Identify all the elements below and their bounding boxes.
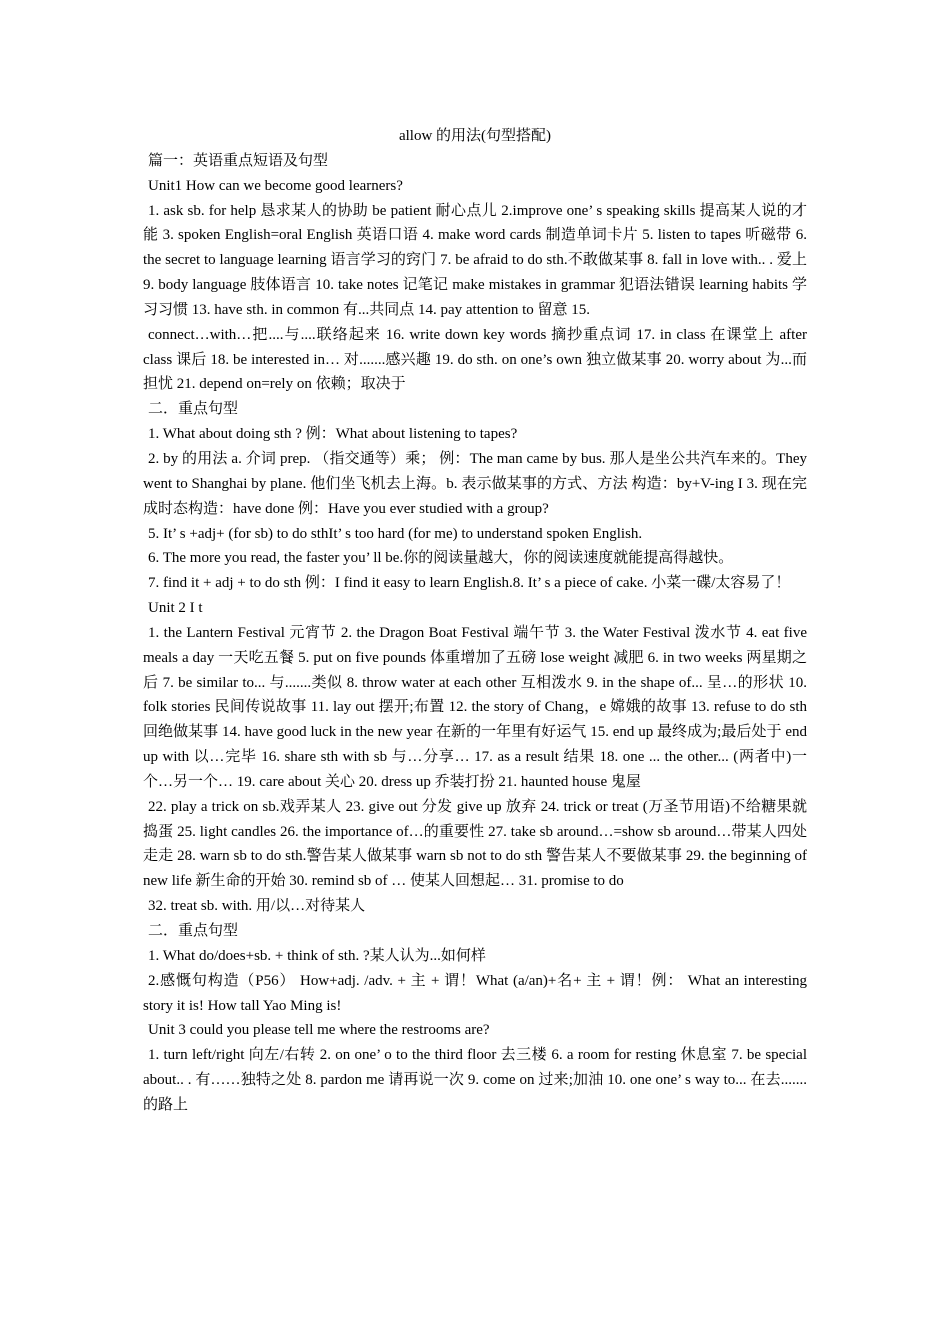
section-heading: 篇一：英语重点短语及句型 (148, 152, 329, 169)
paragraph: 7. find it + adj + to do sth 例：I find it easy to learn English.8. It’ s a piece of cake. 小菜一碟/太容易了！ (148, 575, 791, 592)
unit-heading: Unit 2 I t (148, 600, 203, 617)
paragraph: 22. play a trick on sb.戏弄某人 23. give out 分发 give up 放弃 24. trick or treat (万圣节用语)不给糖果就捣蛋 25. light candles 26. the importance of…的重要性 27. take sb around…=show sb around…带某人四处走走 28. warn sb to do sth.警告某人做某事 warn sb not to do sth 警告某人不要做某事 29. the beginning of new life 新生命的开始 30. remind sb of … 使某人回想起… 31. promise to do (143, 798, 807, 890)
document-title: allow 的用法(句型搭配) (398, 128, 552, 144)
unit-heading: Unit 3 could you please tell me where the restrooms are? (148, 1022, 490, 1039)
section-heading: 二．重点句型 (148, 923, 239, 939)
paragraph: connect…with…把....与....联络起来 16. write down key words 摘抄重点词 17. in class 在课堂上 after class 课后 18. be interested in… 对.......感兴趣 19. do sth. on one’s own 独立做某事 20. worry about 为...而担忧 21. depend on=rely on 依赖；取决于 (143, 326, 807, 393)
paragraph: 2.感慨句构造（P56） How+adj. /adv. + 主 + 谓！What (a/an)+名+ 主 + 谓！例： What an interesting story it is! How tall Yao Ming is! (143, 972, 807, 1014)
paragraph: 2. by 的用法 a. 介词 prep. （指交通等）乘； 例：The man came by bus. 那人是坐公共汽车来的。They went to Shanghai by plane. 他们坐飞机去上海。b. 表示做某事的方式、方法 构造：by+V-ing I 3. 现在完成时态构造：have done 例：Have you ever studied with a group? (143, 450, 807, 517)
paragraph: 1. ask sb. for help 恳求某人的协助 be patient 耐心点儿 2.improve one’ s speaking skills 提高某人说的才能 3. spoken English=oral English 英语口语 4. make word cards 制造单词卡片 5. listen to tapes 听磁带 6. the secret to language learning 语言学习的窍门 7. be afraid to do sth.不敢做某事 8. fall in love with.. . 爱上 9. body language 肢体语言 10. take notes 记笔记 make mistakes in grammar 犯语法错误 learning habits 学习习惯 13. have sth. in common 有...共同点 14. pay attention to 留意 15. (143, 202, 807, 318)
paragraph: 1. turn left/right 向左/右转 2. on one’ o to the third floor 去三楼 6. a room for resting 休息室 7. be special about.. . 有……独特之处 8. pardon me 请再说一次 9. come on 过来;加油 10. one one’ s way to... 在去.......的路上 (143, 1047, 807, 1113)
paragraph: 6. The more you read, the faster you’ ll be.你的阅读量越大，你的阅读速度就能提高得越快。 (148, 550, 734, 567)
unit-heading: Unit1 How can we become good learners? (148, 177, 403, 194)
paragraph: 1. the Lantern Festival 元宵节 2. the Dragon Boat Festival 端午节 3. the Water Festival 泼水节 4. eat five meals a day 一天吃五餐 5. put on five pounds 体重增加了五磅 lose weight 减肥 6. in two weeks 两星期之后 7. be similar to... 与.......类似 8. throw water at each other 互相泼水 9. in the shape of... 呈…的形状 10. folk stories 民间传说故事 11. lay out 摆开;布置 12. the story of Chang，e 嫦娥的故事 13. refuse to do sth 回绝做某事 14. have good luck in the new year 在新的一年里有好运气 15. end up 最终成为;最后处于 end up with 以…完毕 16. share sth with sb 与…分享… 17. as a result 结果 18. one ... the other... (两者中)一个…另一个… 19. care about 关心 20. dress up 乔装打扮 21. haunted house 鬼屋 (143, 624, 807, 790)
document-page (143, 124, 807, 1118)
paragraph: 1. What do/does+sb. + think of sth. ?某人认为...如何样 (148, 947, 486, 964)
paragraph: 32. treat sb. with. 用/以…对待某人 (148, 898, 366, 915)
paragraph: 5. It’ s +adj+ (for sb) to do sthIt’ s too hard (for me) to understand spoken English. (148, 525, 643, 542)
paragraph: 1. What about doing sth ? 例：What about listening to tapes? (148, 426, 518, 443)
document-body (143, 149, 807, 1118)
section-heading: 二．重点句型 (148, 401, 239, 418)
